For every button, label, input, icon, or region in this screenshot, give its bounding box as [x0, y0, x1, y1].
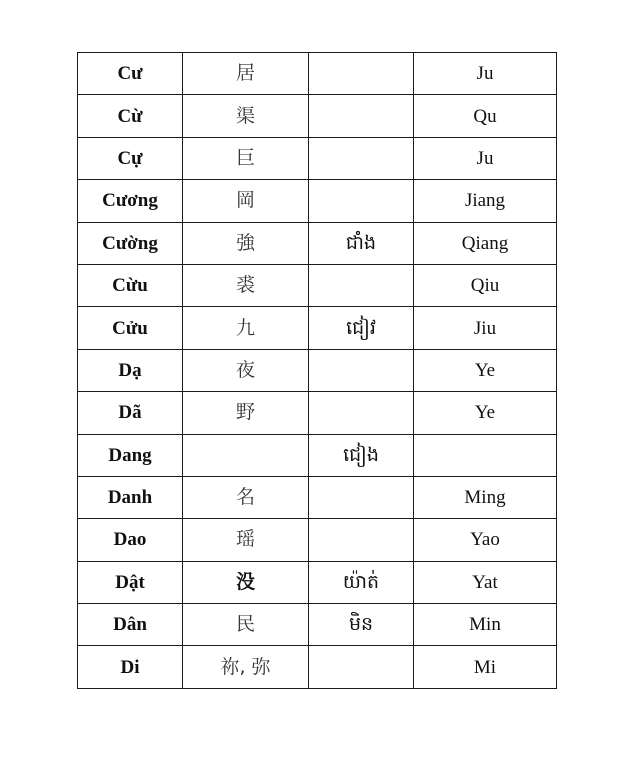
table-row — [78, 604, 557, 646]
vietnamese-cell: Dạ — [78, 349, 183, 391]
pinyin-cell: Qiu — [414, 264, 557, 306]
han-character-cell: 岡 — [183, 180, 309, 222]
khmer-cell — [309, 137, 414, 179]
vietnamese-cell: Cửu — [78, 307, 183, 349]
pinyin-cell: Ye — [414, 392, 557, 434]
vietnamese-cell: Dã — [78, 392, 183, 434]
pinyin-cell: Yat — [414, 561, 557, 603]
pinyin-cell: Ye — [414, 349, 557, 391]
table-row — [78, 434, 557, 476]
khmer-cell: យ៉ាត់ — [309, 561, 414, 603]
vietnamese-cell: Cư — [78, 53, 183, 95]
han-character-cell: 野 — [183, 392, 309, 434]
han-character-cell: 名 — [183, 476, 309, 518]
table-row — [78, 95, 557, 137]
table-row — [78, 307, 557, 349]
table-row — [78, 476, 557, 518]
vietnamese-cell: Cự — [78, 137, 183, 179]
khmer-cell: មិន — [309, 604, 414, 646]
khmer-cell — [309, 53, 414, 95]
vietnamese-cell: Cừu — [78, 264, 183, 306]
table-row — [78, 646, 557, 688]
han-character-cell: 巨 — [183, 137, 309, 179]
khmer-cell — [309, 95, 414, 137]
han-character-cell: 九 — [183, 307, 309, 349]
han-character-cell: 夜 — [183, 349, 309, 391]
vietnamese-cell: Cừ — [78, 95, 183, 137]
han-character-cell: 瑶 — [183, 519, 309, 561]
khmer-cell — [309, 476, 414, 518]
khmer-cell — [309, 180, 414, 222]
pinyin-cell: Jiu — [414, 307, 557, 349]
pinyin-cell: Ju — [414, 137, 557, 179]
khmer-cell — [309, 519, 414, 561]
table-row — [78, 561, 557, 603]
pinyin-cell: Mi — [414, 646, 557, 688]
vietnamese-cell: Di — [78, 646, 183, 688]
table-row — [78, 222, 557, 264]
name-correspondence-table — [77, 52, 557, 689]
han-character-cell: 没 — [183, 561, 309, 603]
khmer-cell: ជៀវ — [309, 307, 414, 349]
pinyin-cell: Yao — [414, 519, 557, 561]
pinyin-cell: Ming — [414, 476, 557, 518]
khmer-cell: ជាំង — [309, 222, 414, 264]
khmer-cell — [309, 392, 414, 434]
han-character-cell: 裘 — [183, 264, 309, 306]
pinyin-cell: Jiang — [414, 180, 557, 222]
han-character-cell: 居 — [183, 53, 309, 95]
han-character-cell: 祢, 弥 — [183, 646, 309, 688]
table-row — [78, 137, 557, 179]
han-character-cell: 渠 — [183, 95, 309, 137]
vietnamese-cell: Dân — [78, 604, 183, 646]
khmer-cell — [309, 646, 414, 688]
vietnamese-cell: Cường — [78, 222, 183, 264]
vietnamese-cell: Danh — [78, 476, 183, 518]
khmer-cell — [309, 264, 414, 306]
table-row — [78, 392, 557, 434]
han-character-cell: 強 — [183, 222, 309, 264]
table-row — [78, 349, 557, 391]
table-row — [78, 519, 557, 561]
han-character-cell — [183, 434, 309, 476]
table-row — [78, 264, 557, 306]
khmer-cell: ជៀង — [309, 434, 414, 476]
table-row — [78, 53, 557, 95]
pinyin-cell: Ju — [414, 53, 557, 95]
vietnamese-cell: Dật — [78, 561, 183, 603]
vietnamese-cell: Dao — [78, 519, 183, 561]
pinyin-cell: Qu — [414, 95, 557, 137]
vietnamese-cell: Cương — [78, 180, 183, 222]
khmer-cell — [309, 349, 414, 391]
pinyin-cell: Min — [414, 604, 557, 646]
pinyin-cell: Qiang — [414, 222, 557, 264]
vietnamese-cell: Dang — [78, 434, 183, 476]
han-character-cell: 民 — [183, 604, 309, 646]
pinyin-cell — [414, 434, 557, 476]
table-row — [78, 180, 557, 222]
